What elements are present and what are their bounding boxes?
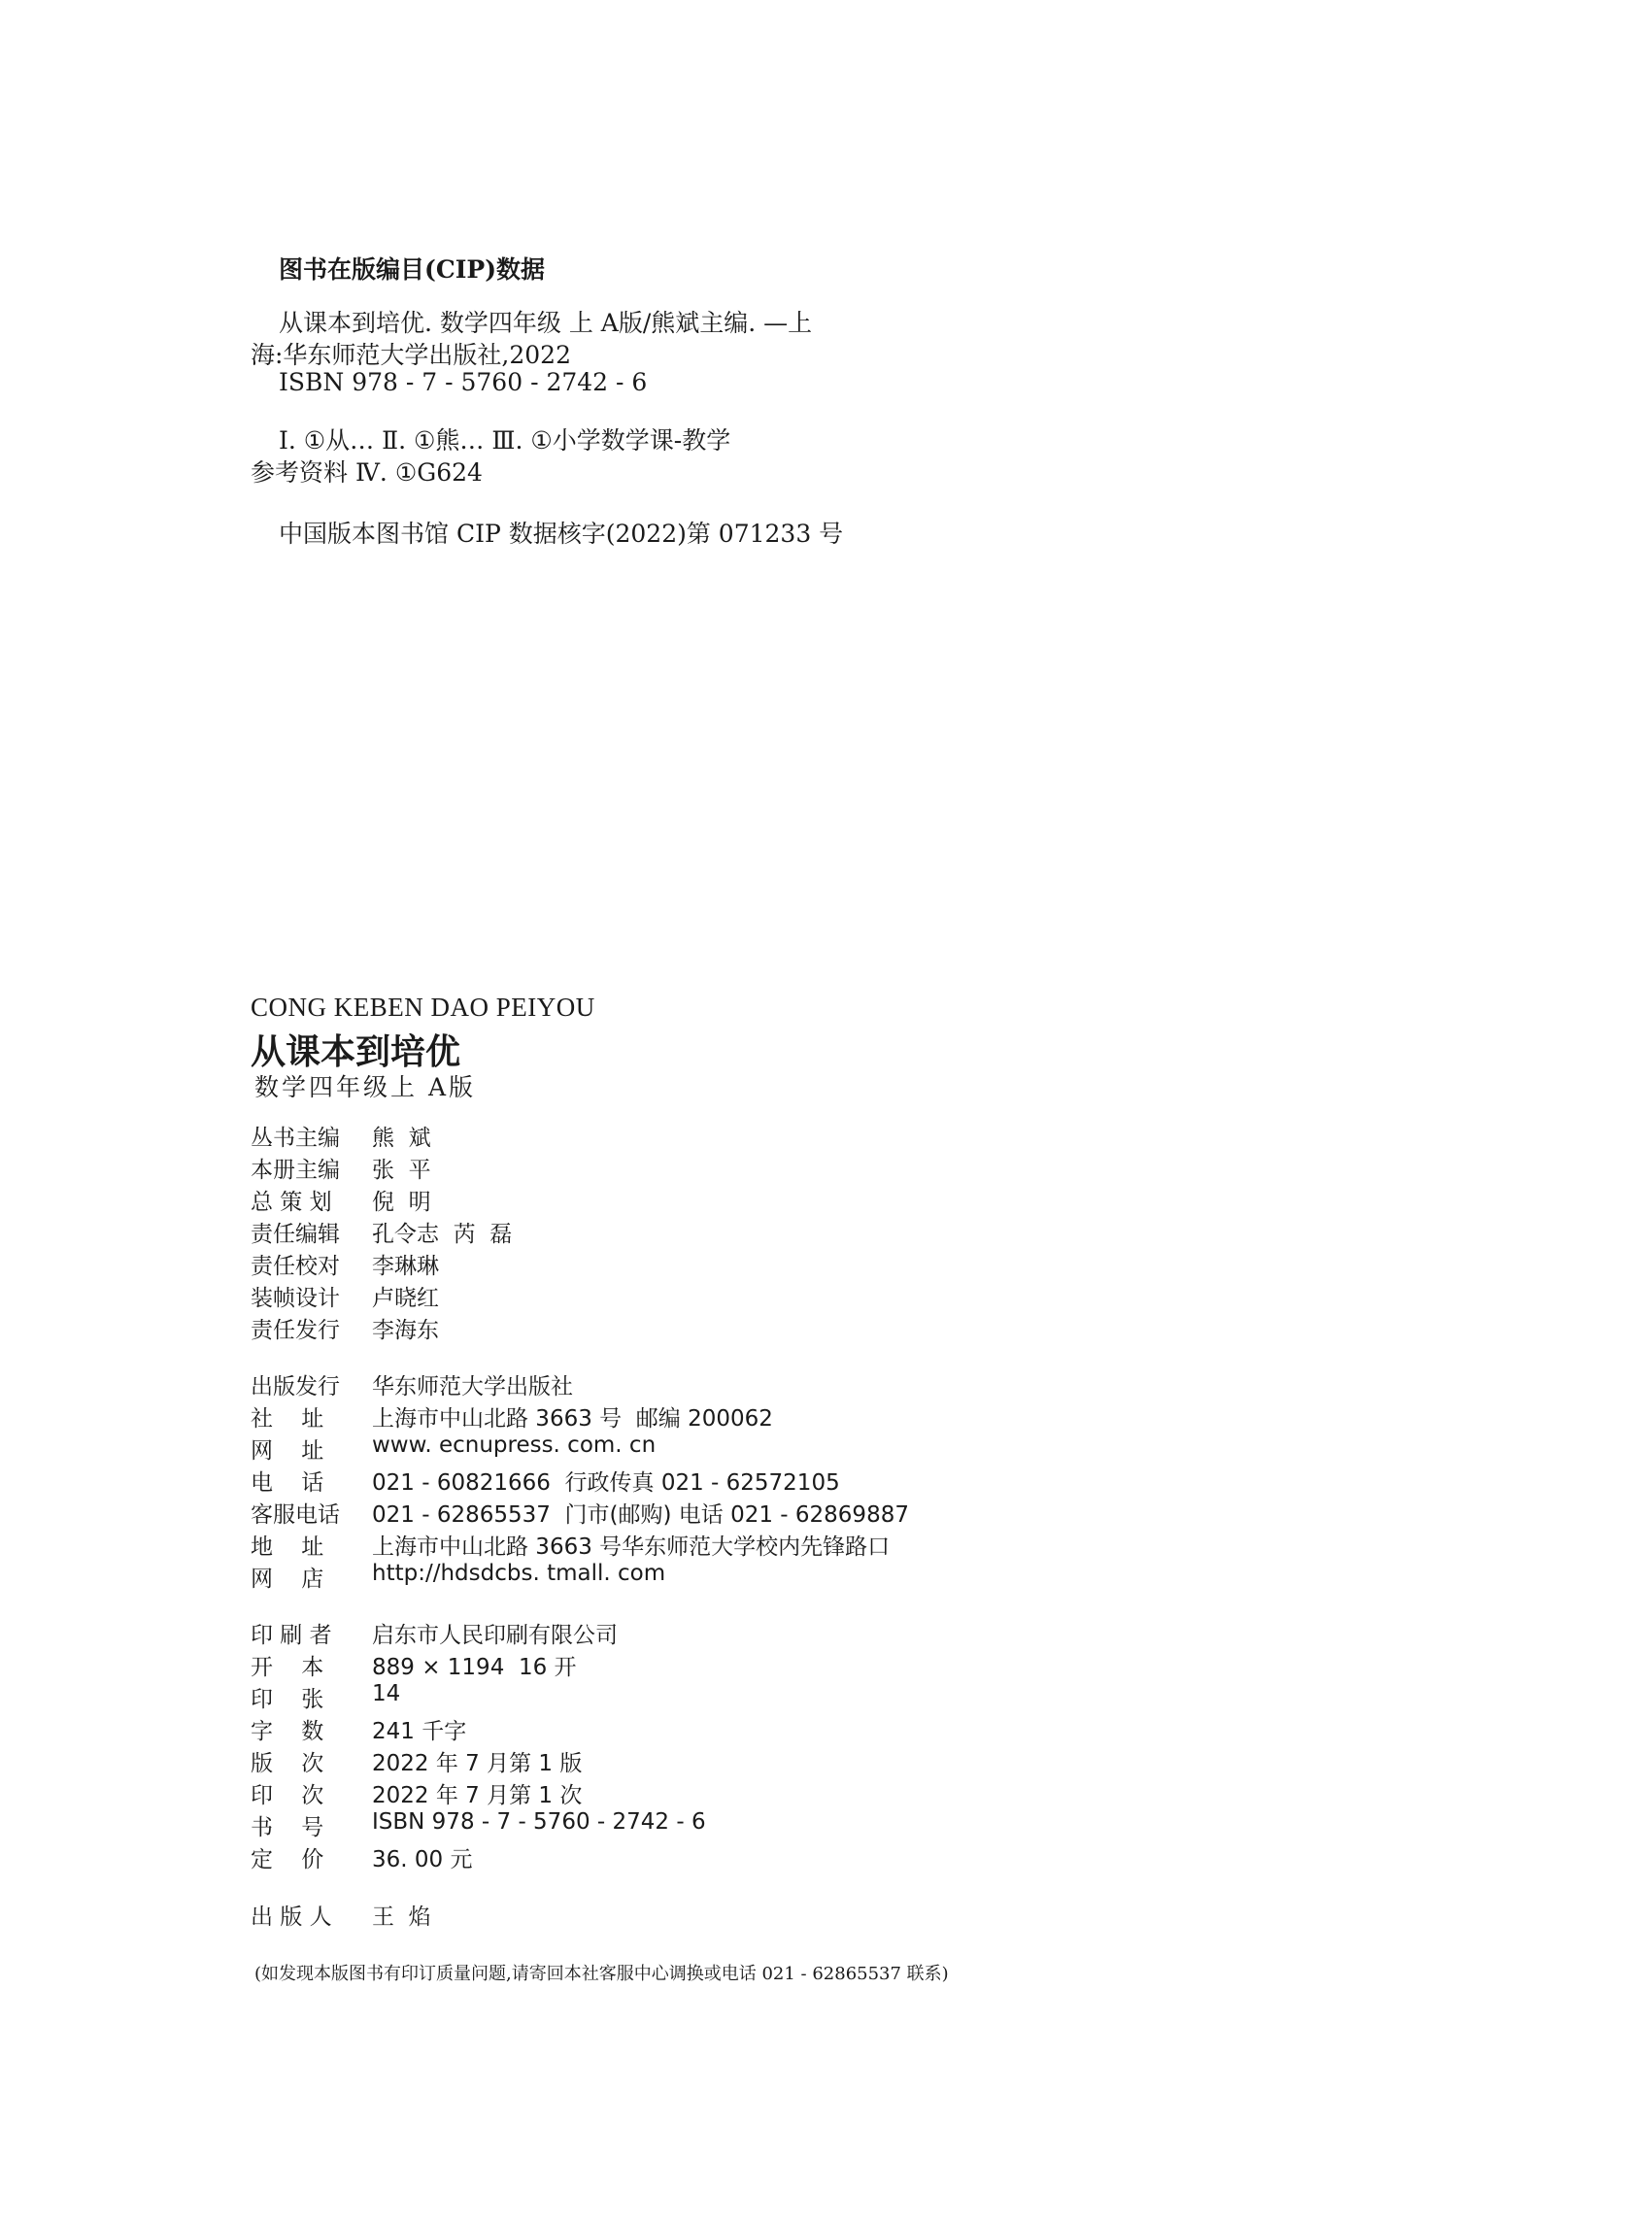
book-title: 从课本到培优 (251, 1031, 461, 1072)
publisher-person-value: 王 焰 (372, 1905, 431, 1930)
credit-key: 责任发行 (251, 1318, 340, 1343)
publisher-value: 华东师范大学出版社 (372, 1374, 573, 1399)
printing-row (251, 1745, 582, 1777)
credit-key: 装帧设计 (251, 1286, 340, 1311)
credit-value: 李琳琳 (372, 1254, 439, 1279)
credit-row (251, 1248, 439, 1280)
printing-row (251, 1681, 400, 1713)
online-store-link[interactable]: http://hdsdcbs. tmall. com (372, 1561, 666, 1586)
cip-classification-line-2: 参考资料 Ⅳ. ①G624 (251, 458, 483, 487)
publisher-row (251, 1433, 656, 1465)
cip-classification-line: Ⅰ. ①从… Ⅱ. ①熊… Ⅲ. ①小学数学课-教学 (279, 426, 731, 455)
publisher-row (251, 1529, 890, 1561)
publisher-value: 上海市中山北路 3663 号 邮编 200062 (372, 1406, 773, 1432)
publisher-key: 网 址 (251, 1438, 324, 1464)
publisher-row (251, 1561, 665, 1593)
publisher-key: 地 址 (251, 1534, 324, 1560)
publisher-row (251, 1368, 573, 1400)
credit-value: 熊 斌 (372, 1126, 431, 1151)
credit-value: 张 平 (372, 1158, 431, 1183)
publisher-key: 出版发行 (251, 1374, 340, 1399)
publisher-row (251, 1465, 840, 1497)
printing-key: 印 次 (251, 1783, 324, 1808)
publisher-key: 网 店 (251, 1567, 324, 1592)
printing-key: 定 价 (251, 1847, 324, 1872)
printing-row (251, 1777, 582, 1809)
printing-key: 版 次 (251, 1751, 324, 1776)
printing-key: 印 张 (251, 1687, 324, 1712)
publisher-key: 社 址 (251, 1406, 324, 1432)
publisher-value: 021 - 60821666 行政传真 021 - 62572105 (372, 1470, 840, 1496)
cip-line-1: 从课本到培优. 数学四年级 上 A版/熊斌主编. —上 (279, 309, 813, 337)
credit-row (251, 1152, 431, 1184)
printing-value: 启东市人民印刷有限公司 (372, 1623, 618, 1648)
credit-row (251, 1280, 439, 1312)
printing-value: ISBN 978 - 7 - 5760 - 2742 - 6 (372, 1809, 706, 1835)
printing-key: 字 数 (251, 1719, 324, 1744)
printing-row (251, 1841, 472, 1873)
cip-isbn-line: ISBN 978 - 7 - 5760 - 2742 - 6 (279, 368, 648, 396)
credit-value: 李海东 (372, 1318, 439, 1343)
publisher-value: 021 - 62865537 门市(邮购) 电话 021 - 62869887 (372, 1502, 909, 1528)
publisher-row (251, 1400, 773, 1433)
printing-row (251, 1809, 706, 1841)
cip-line-2: 海:华东师范大学出版社,2022 (251, 341, 571, 369)
credit-key: 总 策 划 (251, 1190, 332, 1215)
printing-value: 2022 年 7 月第 1 版 (372, 1751, 583, 1776)
printing-key: 书 号 (251, 1815, 324, 1840)
credit-key: 丛书主编 (251, 1126, 340, 1151)
printing-row (251, 1617, 618, 1649)
printing-row (251, 1649, 577, 1681)
book-subtitle: 数学四年级上 A版 (254, 1073, 477, 1101)
publisher-person-key: 出 版 人 (251, 1905, 332, 1930)
printing-value: 2022 年 7 月第 1 次 (372, 1783, 583, 1808)
printing-value: 14 (372, 1681, 401, 1706)
printing-key: 开 本 (251, 1655, 324, 1680)
credit-key: 责任校对 (251, 1254, 340, 1279)
printing-value: 889 × 1194 16 开 (372, 1655, 577, 1680)
credit-row (251, 1120, 431, 1152)
printing-value: 241 千字 (372, 1719, 467, 1744)
printing-value: 36. 00 元 (372, 1847, 473, 1872)
credit-row (251, 1312, 439, 1344)
printing-row (251, 1713, 466, 1745)
cip-heading: 图书在版编目(CIP)数据 (279, 255, 546, 284)
cip-record-number: 中国版本图书馆 CIP 数据核字(2022)第 071233 号 (279, 520, 844, 548)
publisher-row (251, 1497, 909, 1529)
credit-value: 孔令志 芮 磊 (372, 1222, 513, 1247)
credit-key: 本册主编 (251, 1158, 340, 1183)
quality-notice: (如发现本版图书有印订质量问题,请寄回本社客服中心调换或电话 021 - 62865537 联系) (254, 1964, 949, 1984)
credit-row (251, 1184, 431, 1216)
credit-key: 责任编辑 (251, 1222, 340, 1247)
publisher-person-row (251, 1899, 431, 1931)
printing-key: 印 刷 者 (251, 1623, 332, 1648)
publisher-key: 客服电话 (251, 1502, 340, 1528)
credit-value: 卢晓红 (372, 1286, 439, 1311)
credit-value: 倪 明 (372, 1190, 431, 1215)
website-link[interactable]: www. ecnupress. com. cn (372, 1433, 657, 1458)
publisher-value: 上海市中山北路 3663 号华东师范大学校内先锋路口 (372, 1534, 891, 1560)
credit-row (251, 1216, 512, 1248)
publisher-key: 电 话 (251, 1470, 324, 1496)
book-title-pinyin: CONG KEBEN DAO PEIYOU (251, 993, 595, 1022)
